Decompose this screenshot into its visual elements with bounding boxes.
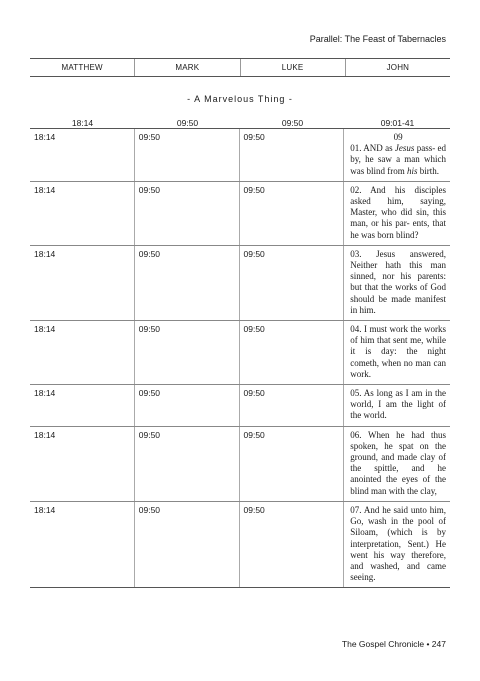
- cell-john-verse: [343, 502, 450, 587]
- cell-mark: 09:50: [134, 129, 239, 181]
- table-row: [30, 384, 450, 426]
- ref-luke: 09:50: [281, 118, 304, 128]
- cell-mark: 09:50: [134, 427, 239, 501]
- cell-matthew: 18:14: [34, 388, 56, 399]
- page-footer: The Gospel Chronicle • 247: [341, 639, 446, 649]
- table-row: [30, 426, 450, 501]
- ref-john: 09:01-41: [380, 118, 415, 128]
- verse-text: 02. And his disciples asked him, saying, Master, who did sin, this man, or his par- ents, that he was born blind?: [350, 184, 446, 240]
- cell-matthew: 18:14: [34, 324, 56, 335]
- verse-text: 07. And he said unto him, Go, wash in the pool of Siloam, (which is by interpretation, Sent.) He went his way therefore, and washed, and came seeing.: [350, 504, 446, 583]
- verse-text: 01. AND as: [350, 143, 395, 154]
- cell-john-verse: [343, 385, 450, 426]
- cell-mark: 09:50: [134, 502, 239, 587]
- cell-matthew: 18:14: [34, 504, 56, 515]
- gospel-header-matthew: MATTHEW: [61, 63, 103, 72]
- cell-john-verse: [343, 246, 450, 320]
- cell-luke: 09:50: [239, 385, 344, 426]
- cell-mark: 09:50: [134, 246, 239, 320]
- gospel-header-luke: LUKE: [240, 59, 345, 76]
- running-header: Parallel: The Feast of Tabernacles: [309, 34, 446, 44]
- chapter-number: 09: [393, 132, 403, 142]
- cell-matthew: 18:14: [34, 429, 56, 440]
- table-row: [30, 129, 450, 181]
- cell-matthew: 18:14: [34, 248, 56, 259]
- verse-table: [30, 128, 450, 588]
- gospel-header-mark: MARK: [134, 59, 239, 76]
- verse-text: 03. Jesus answered, Neither hath this man sinned, nor his parents: but that the works of God should be made manifest in him.: [350, 248, 446, 315]
- verse-text: 04. I must work the works of him that sent me, while it is day: the night cometh, when no man can work.: [350, 324, 446, 379]
- cell-luke: 09:50: [239, 321, 344, 384]
- gospel-headers: [30, 58, 450, 77]
- cell-mark: 09:50: [134, 321, 239, 384]
- cell-john-verse: [343, 321, 450, 384]
- table-row: [30, 181, 450, 245]
- cell-john-verse: [343, 427, 450, 501]
- ref-mark: 09:50: [176, 118, 199, 128]
- cell-matthew: 18:14: [34, 184, 56, 195]
- cell-mark: 09:50: [134, 385, 239, 426]
- cell-luke: 09:50: [239, 129, 344, 181]
- verse-text: pass- ed by, he saw a man which was blind from: [350, 143, 446, 176]
- cell-luke: 09:50: [239, 182, 344, 245]
- table-row: [30, 501, 450, 587]
- ref-matthew: 18:14: [71, 118, 94, 128]
- verse-text: 05. As long as I am in the world, I am the light of the world.: [350, 388, 446, 421]
- cell-john-verse: [343, 129, 450, 181]
- cell-mark: 09:50: [134, 182, 239, 245]
- cell-matthew: 18:14: [34, 132, 56, 142]
- cell-luke: 09:50: [239, 246, 344, 320]
- gospel-header-john: JOHN: [345, 59, 450, 76]
- section-title: - A Marvelous Thing -: [187, 94, 293, 104]
- table-row: [30, 320, 450, 384]
- verse-text: birth.: [417, 165, 440, 176]
- cell-luke: 09:50: [239, 427, 344, 501]
- table-row: [30, 245, 450, 320]
- cell-john-verse: [343, 182, 450, 245]
- verse-text: 06. When he had thus spoken, he spat on the ground, and made clay of the spittle, and he anointed the eyes of the blind man with the clay,: [350, 429, 446, 496]
- cell-luke: 09:50: [239, 502, 344, 587]
- verse-text: his: [407, 165, 418, 176]
- verse-text: Jesus: [394, 143, 415, 154]
